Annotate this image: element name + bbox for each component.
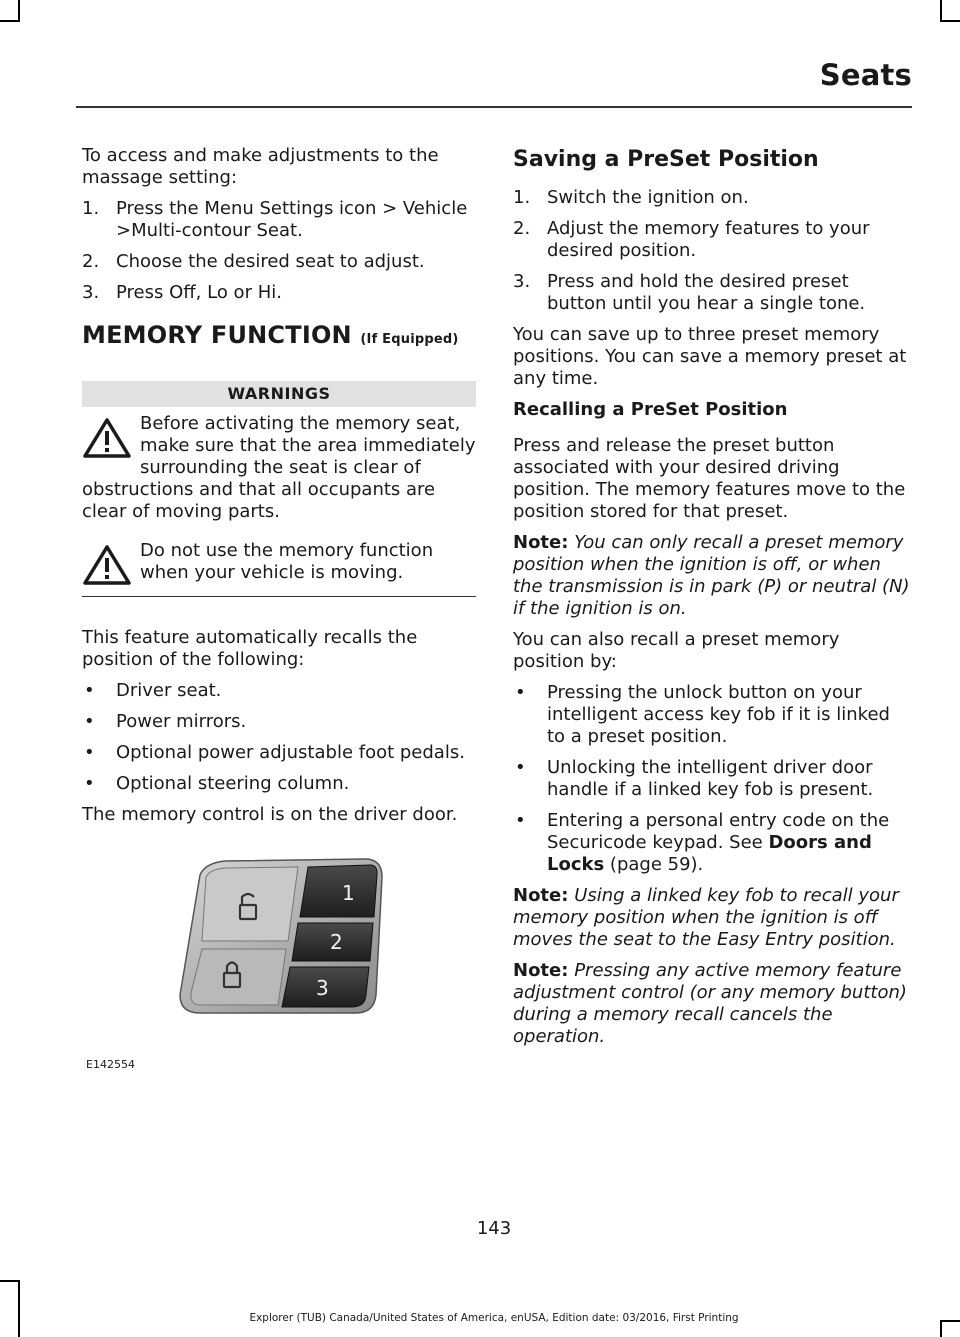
note-label: Note: — [513, 885, 569, 906]
list-item — [82, 711, 476, 733]
step-number: 1. — [82, 198, 100, 219]
page-title: Seats — [819, 58, 912, 92]
section-title: MEMORY FUNCTION — [82, 321, 352, 349]
step-text: Adjust the memory features to your desired position. — [547, 218, 870, 261]
recalling-paragraph: Press and release the preset button associated with your desired driving position. The memory features move to the position stored for that preset. — [513, 435, 906, 522]
warning-triangle-icon — [82, 417, 132, 459]
step-text: Press and hold the desired preset button until you hear a single tone. — [547, 271, 866, 314]
memory-button-2-label: 2 — [330, 930, 343, 954]
note-text: You can only recall a preset memory position when the ignition is off, or when the transmission is in park (P) or neutral (N) if the ignition is on. — [513, 532, 910, 619]
bullet: • — [84, 773, 95, 794]
note — [513, 885, 913, 951]
massage-intro: To access and make adjustments to the massage setting: — [82, 145, 439, 188]
step-text: Press the Menu Settings icon > Vehicle >Multi-contour Seat. — [116, 198, 468, 241]
page-reference: (page 59). — [604, 854, 704, 875]
bullet-text: Optional power adjustable foot pedals. — [116, 742, 465, 763]
section-qualifier: (If Equipped) — [360, 332, 459, 347]
bullet-text — [547, 810, 889, 875]
crop-mark — [18, 1280, 20, 1337]
list-item — [513, 271, 913, 315]
bullet: • — [515, 810, 526, 831]
right-column — [513, 145, 913, 1057]
bullet-text: Pressing the unlock button on your intelligent access key fob if it is linked to a preset position. — [547, 682, 890, 747]
control-location: The memory control is on the driver door. — [82, 804, 458, 825]
warning-block — [82, 413, 476, 523]
list-item — [513, 810, 913, 876]
bullet: • — [84, 711, 95, 732]
warning-text: Do not use the memory function when your vehicle is moving. — [140, 540, 434, 583]
header-rule — [76, 106, 912, 108]
memory-button-3-label: 3 — [316, 976, 329, 1000]
page-number: 143 — [476, 1218, 512, 1239]
step-number: 1. — [513, 187, 531, 208]
also-recall-intro: You can also recall a preset memory position by: — [513, 629, 840, 672]
saving-heading: Saving a PreSet Position — [513, 147, 819, 172]
list-item — [513, 757, 913, 801]
bullet-text: Optional steering column. — [116, 773, 350, 794]
bullet-text: Unlocking the intelligent driver door handle if a linked key fob is present. — [547, 757, 874, 800]
bullet-text-start: Entering a personal entry code on the Securicode keypad. See — [547, 810, 890, 853]
warning-block — [82, 532, 476, 584]
warning-text: Before activating the memory seat, make sure that the area immediately surrounding the seat is clear of obstructions and that all occupants are clear of moving parts. — [82, 413, 476, 522]
memory-button-1-label: 1 — [342, 881, 355, 905]
list-item — [82, 680, 476, 702]
crop-mark — [18, 0, 20, 22]
section-heading — [82, 321, 476, 351]
bullet: • — [84, 742, 95, 763]
bullet-text: Power mirrors. — [116, 711, 247, 732]
step-text: Press Off, Lo or Hi. — [116, 282, 282, 303]
note — [513, 532, 913, 620]
memory-button-1 — [300, 865, 377, 917]
list-item — [513, 218, 913, 262]
left-column — [82, 145, 476, 835]
list-item — [82, 198, 476, 242]
step-text: Switch the ignition on. — [547, 187, 749, 208]
bullet: • — [515, 757, 526, 778]
bullet-text: Driver seat. — [116, 680, 222, 701]
note-text: Using a linked key fob to recall your memory position when the ignition is off moves the seat to the Easy Entry position. — [513, 885, 899, 950]
footer-text: Explorer (TUB) Canada/United States of America, enUSA, Edition date: 03/2016, First Printing — [249, 1312, 739, 1324]
memory-control-illustration — [170, 855, 390, 1025]
crop-mark — [940, 0, 942, 22]
note-label: Note: — [513, 960, 569, 981]
crop-mark — [0, 1280, 20, 1282]
step-number: 3. — [513, 271, 531, 292]
list-item — [513, 682, 913, 748]
bullet: • — [84, 680, 95, 701]
warning-triangle-icon — [82, 544, 132, 586]
note-text: Pressing any active memory feature adjustment control (or any memory button) during a memory recall cancels the operation. — [513, 960, 907, 1047]
list-item — [82, 773, 476, 795]
recalling-heading: Recalling a PreSet Position — [513, 399, 788, 420]
unlock-button — [191, 949, 286, 1005]
step-number: 2. — [513, 218, 531, 239]
doors-and-locks-link[interactable]: Doors and Locks — [547, 832, 872, 875]
list-item — [513, 187, 913, 209]
step-number: 3. — [82, 282, 100, 303]
list-item — [82, 251, 476, 273]
list-item — [82, 282, 476, 304]
figure-id: E142554 — [86, 1058, 135, 1071]
saving-paragraph: You can save up to three preset memory positions. You can save a memory preset at any time. — [513, 324, 907, 389]
step-text: Choose the desired seat to adjust. — [116, 251, 425, 272]
recall-intro: This feature automatically recalls the position of the following: — [82, 627, 418, 670]
note — [513, 960, 913, 1048]
crop-mark — [940, 20, 960, 22]
warnings-header: WARNINGS — [82, 381, 476, 407]
list-item — [82, 742, 476, 764]
step-number: 2. — [82, 251, 100, 272]
bullet: • — [515, 682, 526, 703]
note-label: Note: — [513, 532, 569, 553]
warnings-divider — [82, 596, 476, 597]
crop-mark — [0, 20, 20, 22]
